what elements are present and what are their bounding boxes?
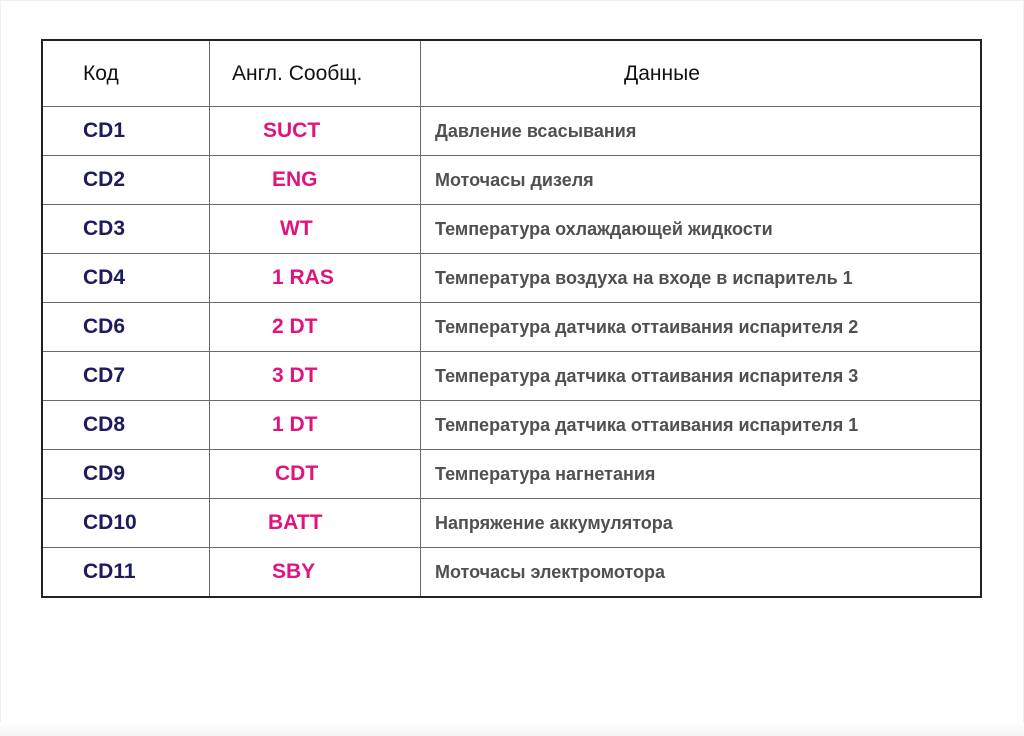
message-text: 3 DT <box>272 364 318 387</box>
message-cell <box>210 156 421 205</box>
table-row <box>42 254 981 303</box>
code-cell: CD3 <box>42 205 210 254</box>
message-text: ENG <box>272 168 318 191</box>
message-cell <box>210 303 421 352</box>
code-cell: CD4 <box>42 254 210 303</box>
message-text: SUCT <box>263 119 321 142</box>
code-cell: CD11 <box>42 548 210 598</box>
data-cell: Давление всасывания <box>421 107 982 156</box>
message-cell <box>210 352 421 401</box>
code-cell: CD6 <box>42 303 210 352</box>
table-row <box>42 499 981 548</box>
table-row <box>42 450 981 499</box>
table-row <box>42 548 981 598</box>
message-cell <box>210 450 421 499</box>
message-cell <box>210 548 421 598</box>
message-text: 1 DT <box>272 413 318 436</box>
message-cell <box>210 401 421 450</box>
code-cell: CD8 <box>42 401 210 450</box>
code-cell: CD7 <box>42 352 210 401</box>
table-row <box>42 205 981 254</box>
table-row <box>42 303 981 352</box>
code-cell: CD10 <box>42 499 210 548</box>
header-row <box>42 40 981 107</box>
data-cell: Температура датчика оттаивания испарителя 2 <box>421 303 982 352</box>
message-text: CDT <box>275 462 319 485</box>
message-cell <box>210 205 421 254</box>
message-text: WT <box>280 217 313 240</box>
header-code: Код <box>42 40 210 107</box>
message-cell <box>210 107 421 156</box>
slide-bottom-shadow <box>0 722 1024 736</box>
header-message: Англ. Сообщ. <box>210 40 421 107</box>
data-cell: Температура нагнетания <box>421 450 982 499</box>
code-cell: CD1 <box>42 107 210 156</box>
header-data: Данные <box>421 40 982 107</box>
table-row <box>42 107 981 156</box>
table-row <box>42 401 981 450</box>
message-text: 1 RAS <box>272 266 334 289</box>
data-cell: Напряжение аккумулятора <box>421 499 982 548</box>
data-cell: Температура датчика оттаивания испарителя 1 <box>421 401 982 450</box>
code-cell: CD2 <box>42 156 210 205</box>
message-text: BATT <box>268 511 323 534</box>
data-cell: Моточасы дизеля <box>421 156 982 205</box>
data-cell: Температура охлаждающей жидкости <box>421 205 982 254</box>
message-text: SBY <box>272 560 316 583</box>
message-text: 2 DT <box>272 315 318 338</box>
message-cell <box>210 254 421 303</box>
message-cell <box>210 499 421 548</box>
data-cell: Температура датчика оттаивания испарителя 3 <box>421 352 982 401</box>
table-row <box>42 156 981 205</box>
code-table <box>41 39 982 598</box>
code-cell: CD9 <box>42 450 210 499</box>
data-cell: Температура воздуха на входе в испаритель 1 <box>421 254 982 303</box>
table-row <box>42 352 981 401</box>
data-cell: Моточасы электромотора <box>421 548 982 598</box>
